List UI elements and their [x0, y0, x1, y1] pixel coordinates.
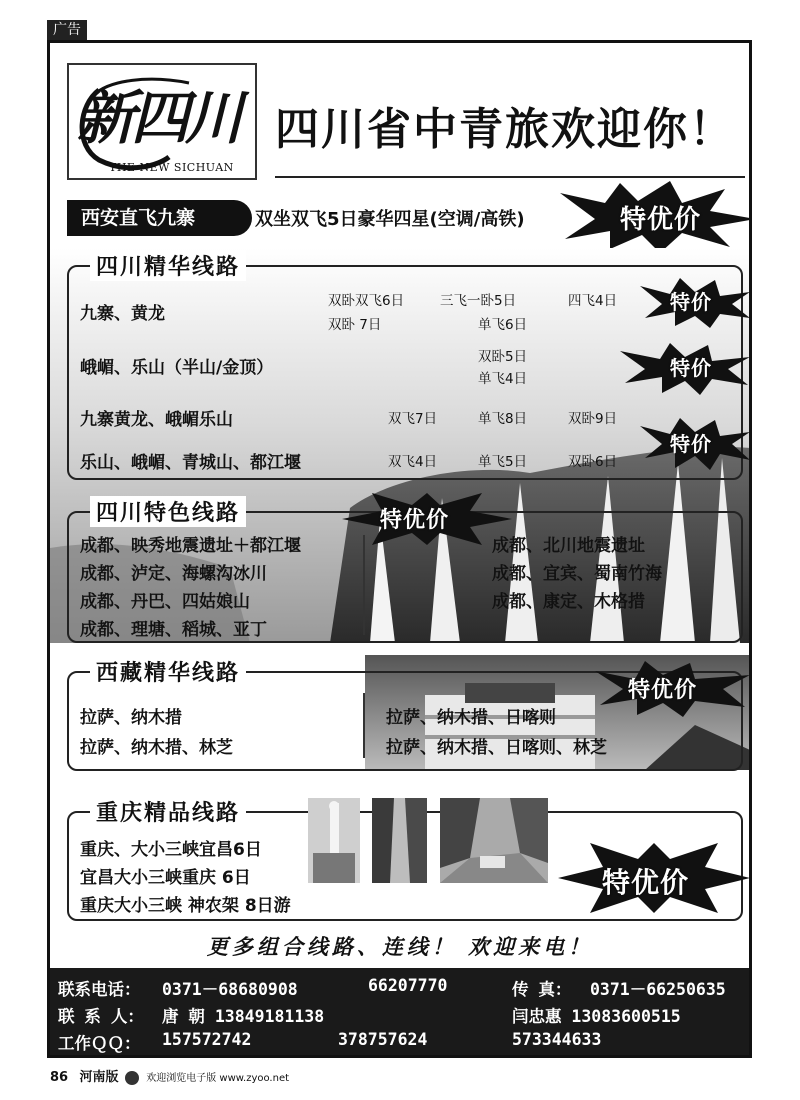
- route-option: 双卧6日: [568, 454, 618, 470]
- route-name: 成都、宜宾、蜀南竹海: [492, 564, 662, 584]
- route-name: 九寨、黄龙: [80, 304, 165, 324]
- qq-number-1: 157572742: [162, 1030, 252, 1049]
- route-option: 双卧 7日: [328, 317, 382, 333]
- route-name: 九寨黄龙、峨嵋乐山: [80, 410, 233, 430]
- special-price-badge: 特价: [670, 432, 712, 456]
- sichuan-special-title: 四川特色线路: [90, 496, 246, 527]
- route-name: 拉萨、纳木措、日喀则: [386, 708, 556, 728]
- qq-number-2: 378757624: [338, 1030, 428, 1049]
- river-valley-photo: [440, 798, 548, 883]
- tibet-badge: 特优价: [628, 678, 698, 703]
- route-option: 双卧双飞6日: [328, 293, 405, 309]
- qq-label: 工作ＱＱ：: [58, 1034, 141, 1053]
- route-name: 拉萨、纳木措、日喀则、林芝: [386, 738, 607, 758]
- column-divider: [363, 693, 365, 758]
- route-option: 单飞6日: [478, 317, 528, 333]
- sichuan-special-badge: 特优价: [380, 508, 450, 533]
- tibet-title: 西藏精华线路: [90, 656, 246, 687]
- section-rule: [290, 671, 590, 673]
- page-number: 86: [50, 1070, 69, 1085]
- ad-tag: 广告: [47, 20, 87, 40]
- logo-subtitle: THE NEW SICHUAN: [109, 161, 234, 174]
- edition-label: 河南版: [79, 1070, 119, 1085]
- contact-person-1: 唐 朝 13849181138: [162, 1007, 325, 1026]
- gorge-photo: [372, 798, 427, 883]
- route-name: 成都、康定、木格措: [492, 592, 645, 612]
- route-option: 双卧9日: [568, 411, 618, 427]
- section-rule: [290, 265, 710, 267]
- fax-number: 0371－66250635: [590, 980, 726, 999]
- route-option: 单飞5日: [478, 454, 528, 470]
- route-name: 成都、理塘、稻城、亚丁: [80, 620, 267, 640]
- page-footer: [50, 1066, 289, 1085]
- special-price-badge: 特价: [670, 356, 712, 380]
- route-name: 成都、泸定、海螺沟冰川: [80, 564, 267, 584]
- route-option: 双卧5日: [478, 349, 528, 365]
- fax-label: 传 真：: [512, 980, 572, 999]
- route-name: 拉萨、纳木措、林芝: [80, 738, 233, 758]
- logo: [67, 63, 257, 180]
- banner-badge: 特优价: [620, 205, 702, 235]
- route-name: 成都、映秀地震遗址＋都江堰: [80, 536, 301, 556]
- special-price-badge: 特价: [670, 290, 712, 314]
- route-option: 三飞一卧5日: [440, 293, 517, 309]
- route-name: 宜昌大小三峡重庆 6日: [80, 868, 251, 888]
- headline: 四川省中青旅欢迎你！: [275, 104, 735, 155]
- statue-photo: [308, 798, 360, 883]
- qq-number-3: 573344633: [512, 1030, 602, 1049]
- phone-number-2: 66207770: [368, 976, 448, 995]
- route-option: 单飞4日: [478, 371, 528, 387]
- contact-person-2: 闫忠惠 13083600515: [512, 1007, 681, 1026]
- column-divider: [363, 535, 365, 635]
- phone-label: 联系电话：: [58, 980, 141, 999]
- edition-badge-icon: [125, 1071, 139, 1085]
- route-option: 双飞7日: [388, 411, 438, 427]
- phone-number-1: 0371－68680908: [162, 980, 298, 999]
- route-name: 重庆大小三峡 神农架 8日游: [80, 896, 291, 916]
- sichuan-essence-title: 四川精华线路: [90, 250, 246, 281]
- slogan: 更多组合线路、连线！ 欢迎来电！: [206, 934, 594, 959]
- banner-pill: 西安直飞九寨: [67, 200, 252, 236]
- headline-rule: [275, 176, 745, 178]
- route-option: 单飞8日: [478, 411, 528, 427]
- advertisement-frame: [47, 40, 752, 1058]
- route-name: 成都、北川地震遗址: [492, 536, 645, 556]
- contact-person-label: 联 系 人：: [58, 1007, 144, 1026]
- route-name: 成都、丹巴、四姑娘山: [80, 592, 250, 612]
- route-name: 拉萨、纳木措: [80, 708, 182, 728]
- route-option: 四飞4日: [568, 293, 618, 309]
- route-name: 乐山、峨嵋、青城山、都江堰: [80, 453, 301, 473]
- logo-text: 新四川: [77, 84, 240, 152]
- route-option: 双飞4日: [388, 454, 438, 470]
- route-name: 峨嵋、乐山（半山/金顶）: [80, 358, 274, 378]
- chongqing-title: 重庆精品线路: [90, 796, 246, 827]
- chongqing-badge: 特优价: [602, 866, 690, 899]
- footer-note: 欢迎浏览电子版 www.zyoo.net: [146, 1073, 290, 1084]
- contact-panel: [50, 968, 750, 1058]
- banner-text: 双坐双飞5日豪华四星(空调/高铁): [255, 209, 525, 230]
- route-name: 重庆、大小三峡宜昌6日: [80, 840, 262, 860]
